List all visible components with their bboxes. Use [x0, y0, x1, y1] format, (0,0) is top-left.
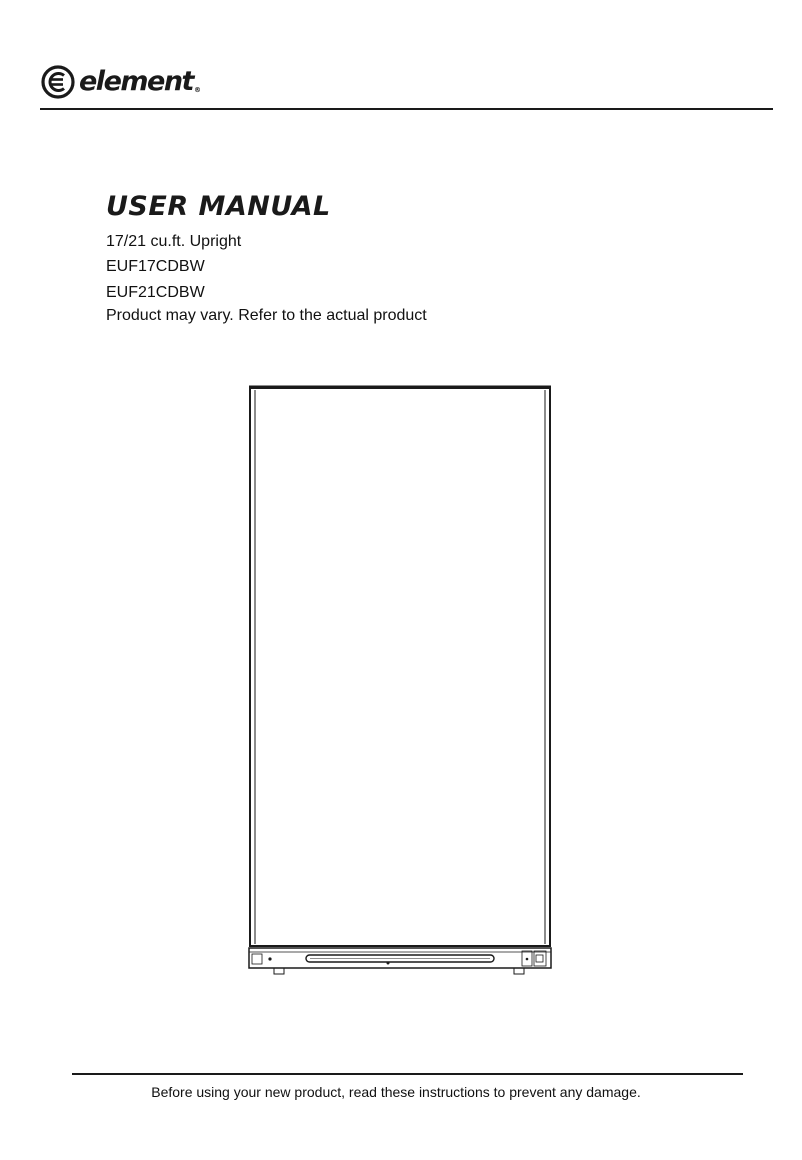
- brand-name: element®: [79, 66, 200, 97]
- element-logo-icon: [40, 64, 76, 100]
- footer-divider: [72, 1073, 743, 1075]
- header-divider: [40, 108, 773, 110]
- document-title: USER MANUAL: [106, 191, 331, 222]
- capacity-line: 17/21 cu.ft. Upright: [106, 233, 242, 250]
- footer-warning: Before using your new product, read these instructions to prevent any damage.: [151, 1084, 641, 1100]
- model-number-2: EUF21CDBW: [106, 284, 205, 301]
- model-number-1: EUF17CDBW: [106, 258, 205, 275]
- upright-freezer-icon: [246, 382, 554, 978]
- registered-trademark: ®: [193, 86, 200, 94]
- brand-logo: [40, 62, 199, 102]
- product-note: Product may vary. Refer to the actual product: [106, 307, 427, 324]
